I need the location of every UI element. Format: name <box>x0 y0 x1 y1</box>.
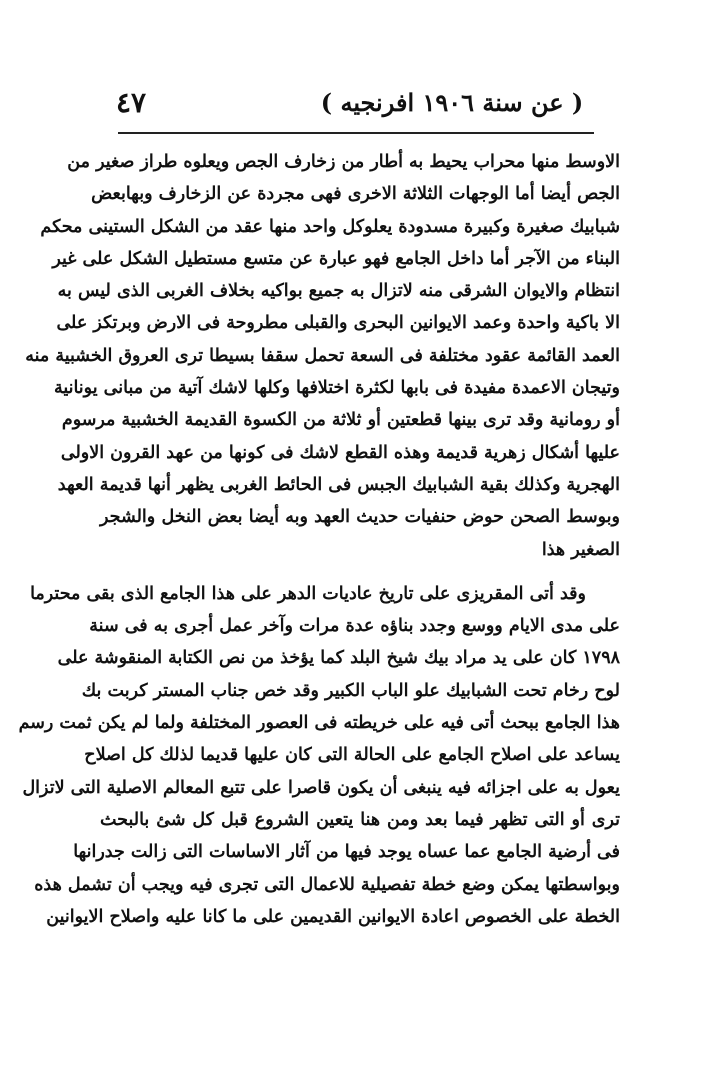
text-line: العمد القائمة عقود مختلفة فى السعة تحمل سقفا بسيطا ترى العروق الخشبية منه <box>25 345 620 366</box>
text-line: انتظام والايوان الشرقى منه لاتزال به جميع بواكيه بخلاف الغربى الذى ليس به <box>57 281 620 302</box>
text-line: البناء من الآجر أما داخل الجامع فهو عبارة عن متسع مستطيل الشكل على غير <box>52 248 620 269</box>
text-line: عليها أشكال زهرية قديمة وهذه القطع لاشك فى كونها من عهد القرون الاولى <box>60 442 620 463</box>
text-line: شبابيك صغيرة وكبيرة مسدودة يعلوكل واحد منها عقد من الشكل الستينى محكم <box>40 216 620 237</box>
text-line: لوح رخام تحت الشبابيك علو الباب الكبير وقد خص جناب المستر كربت بك <box>81 680 620 701</box>
text-line: الصغير هذا <box>541 539 620 560</box>
text-line: ١٧٩٨ كان على يد مراد بيك شيخ البلد كما يؤخذ من نص الكتابة المنقوشة على <box>57 648 620 669</box>
text-line: فى أرضية الجامع عما عساه يوجد فيها من آثار الاساسات التى زالت جدرانها <box>73 842 620 863</box>
text-line: على مدى الايام ووسع وجدد بناؤه عدة مرات وآخر عمل أجرى به فى سنة <box>89 616 620 637</box>
page-header <box>112 84 612 124</box>
text-line: الاوسط منها محراب يحيط به أطار من زخارف الجص ويعلوه طراز صغير من <box>67 152 620 172</box>
text-line: يعول به على اجزائه فيه ينبغى أن يكون قاصرا على تتبع المعالم الاصلية التى لاتزال <box>22 777 620 798</box>
text-line: الجص أيضا أما الوجهات الثلاثة الاخرى فهى مجردة عن الزخارف وبهابعض <box>91 184 620 205</box>
text-line: الهجرية وكذلك بقية الشبابيك الجبس فى الحائط الغربى يظهر أنها قديمة العهد <box>57 474 620 495</box>
page-number: ٤٧ <box>116 86 147 119</box>
header-rule <box>118 132 594 134</box>
text-line: الا باكية واحدة وعمد الايوانين البحرى والقبلى مطروحة فى الارض وبرتكز على <box>56 313 620 334</box>
text-line: ترى أو التى تظهر فيما بعد ومن هنا يتعين الشروع قبل كل شئ بالبحث <box>100 809 620 830</box>
text-line: وبواسطتها يمكن وضع خطة تفصيلية للاعمال التى تجرى فيه ويجب أن تشمل هذه <box>34 874 620 895</box>
paragraph-2 <box>18 578 620 933</box>
text-line: وتيجان الاعمدة مفيدة فى بابها لكثرة اختلافها وكلها لاشك آتية من مبانى يونانية <box>53 378 620 399</box>
text-line: وقد أتى المقريزى على تاريخ عاديات الدهر على هذا الجامع الذى بقى محترما <box>30 583 586 604</box>
body-text <box>18 146 620 933</box>
running-title: ( عن سنة ١٩٠٦ افرنجيه ) <box>320 88 584 117</box>
text-line: وبوسط الصحن حوض حنفيات حديث العهد وبه أيضا بعض النخل والشجر <box>100 507 620 528</box>
text-line: الخطة على الخصوص اعادة الايوانين القديمين على ما كانا عليه واصلاح الايوانين <box>46 906 620 927</box>
text-line: هذا الجامع ببحث أتى فيه على خريطته فى العصور المختلفة ولما لم يكن ثمت رسم <box>18 713 620 734</box>
paragraph-1 <box>25 146 620 566</box>
text-line: أو رومانية وقد ترى بينها قطعتين أو ثلاثة من الكسوة القديمة الخشبية مرسوم <box>61 410 620 431</box>
text-line: يساعد على اصلاح الجامع على الحالة التى كان عليها قديما لذلك كل اصلاح <box>84 745 620 766</box>
